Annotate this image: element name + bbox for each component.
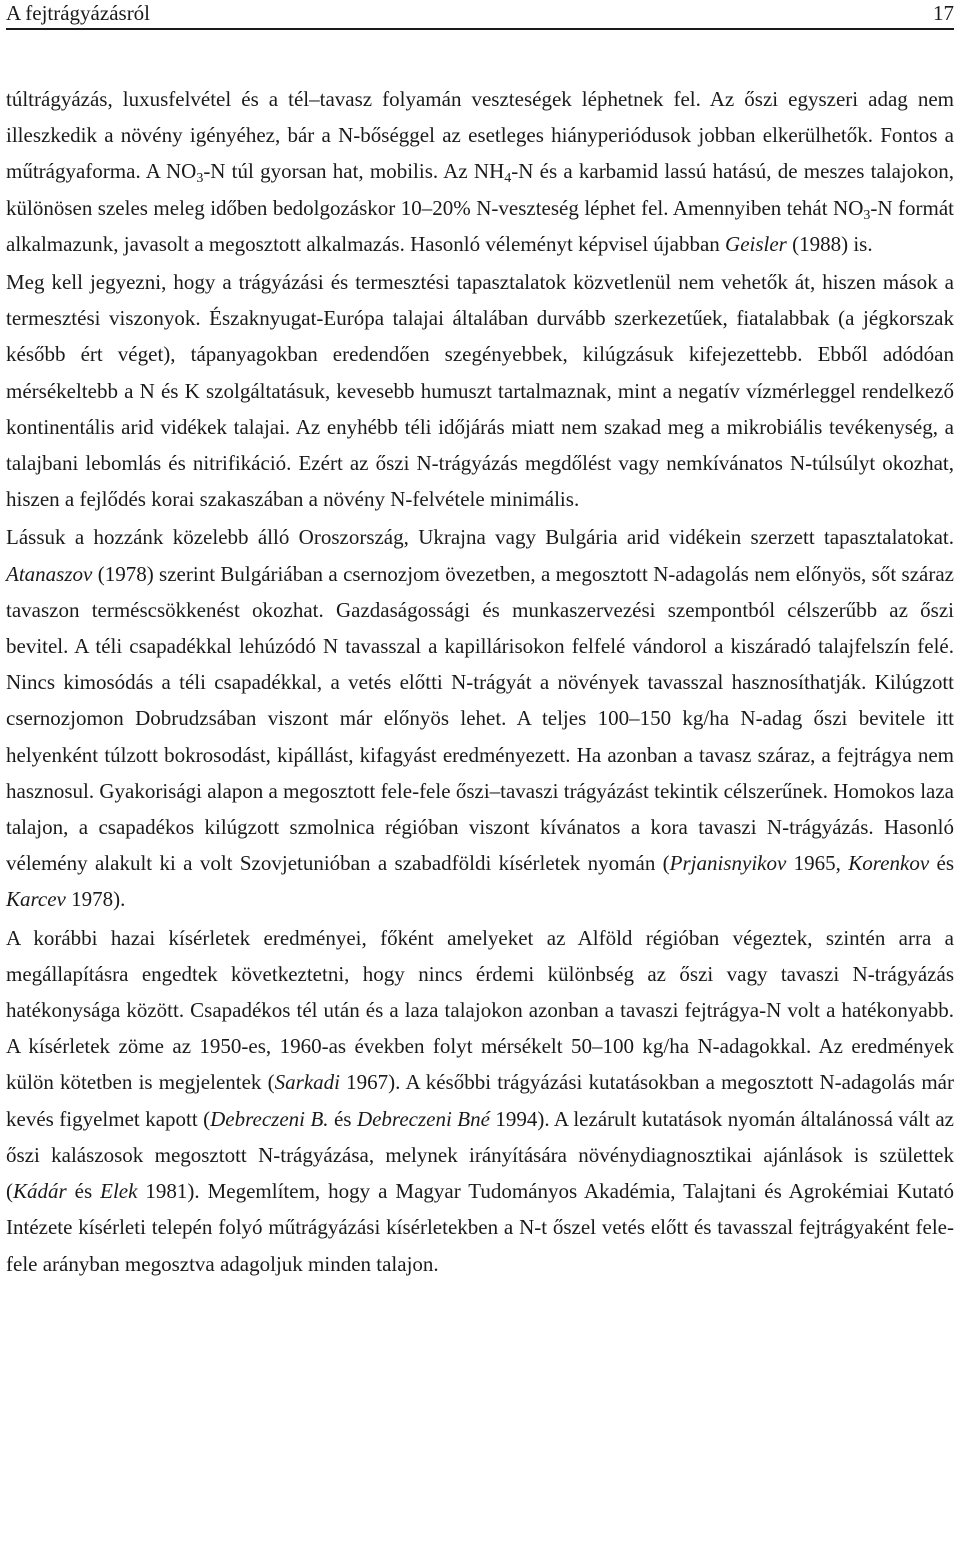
- text-run: (1988) is.: [786, 231, 873, 256]
- text-run: -N és a karbamid lassú hatású, de meszes talajokon, különösen szeles meleg időben bedolgozáskor 10–20% N-veszteség léphet fel. Amennyiben tehát NO: [6, 159, 955, 220]
- text-run: 1967). A későbbi trágyázási kutatásokban a megosztott N-adagolás már kevés figyelmet kapott (: [6, 1070, 954, 1131]
- chemical-subscript: 3: [863, 207, 871, 223]
- text-run: 1981). Megemlítem, hogy a Magyar Tudományos Akadémia, Talajtani és Agrokémiai Kutató Intézete kísérleti telepén folyó műtrágyázási kísérletekben a N-t őszel vetés előtt és tavasszal fejtrágyaként fele-fele arányban megosztva adagoljuk minden talajon.: [6, 1179, 954, 1276]
- text-run: és: [66, 1179, 101, 1204]
- author-citation: Prjanisnyikov: [669, 851, 787, 876]
- text-run: 1978).: [65, 887, 126, 912]
- author-citation: Kádár: [13, 1179, 67, 1204]
- text-run: -N formát alkalmazunk, javasolt a megosztott alkalmazás. Hasonló véleményt képvisel újabban: [6, 195, 954, 256]
- author-citation: Debreczeni B.: [210, 1106, 329, 1131]
- text-run: Meg kell jegyezni, hogy a trágyázási és termesztési tapasztalatok közvetlenül nem vehetők át, hiszen mások a termesztési viszonyok. Északnyugat-Európa talajai általában durvább szerkezetűek, fiatalabbak (a jégkorszak később ért véget), tápanyagokban eredendően szegényebbek, kilúgzásuk kifejezettebb. Ebből adódóan mérsékeltebb a N és K szolgáltatásuk, kevesebb humuszt tartalmaznak, mint a negatív vízmérleggel rendelkező kontinentális arid vidékek talajai. Az enyhébb téli időjárás miatt nem szakad meg a mikrobiális tevékenység, a talajbani lebomlás és nitrifikáció. Ezért az őszi N-trágyázás megdőlést vagy nemkívánatos N-túlsúlyt okozhat, hiszen a fejlődés korai szakaszában a növény N-felvétele minimális.: [6, 270, 954, 512]
- text-run: 1994). A lezárult kutatások nyomán általánossá vált az őszi kalászosok megosztott N-trágyázása, melynek irányítására növénydiagnosztikai ajánlások is születtek (: [6, 1106, 954, 1204]
- paragraph-3: [6, 519, 954, 917]
- text-run: (1978) szerint Bulgáriában a csernozjom övezetben, a megosztott N-adagolás nem előnyös, sőt száraz tavaszon terméscsökkenést okozhat. Gazdaságossági és munkaszervezési szempontból célszerűbb az őszi bevitel. A téli csapadékkal lehúzódó N tavasszal a kapillárisokon felfelé vándorol a kiszáradó talajfelszín felé. Nincs kimosódás a téli csapadékkal, a vetés előtti N-trágyát a növények tavasszal hasznosíthatják. Kilúgzott csernozjomon Dobrudzsában viszont már előnyös lehet. A teljes 100–150 kg/ha N-adag őszi bevitele itt helyenként túlzott bokrosodást, kipállást, kifagyást eredményezett. Ha azonban a tavasz száraz, a fejtrágya nem hasznosul. Gyakorisági alapon a megosztott fele-fele őszi–tavaszi trágyázást tekintik célszerűnek. Homokos laza talajon, a csapadékos kilúgzott szmolnica régióban viszont kívánatos a kora tavaszi N-trágyázás. Hasonló vélemény alakult ki a volt Szovjetunióban a szabadföldi kísérletek nyomán (: [6, 561, 954, 876]
- text-run: 1965,: [786, 851, 849, 876]
- paragraph-1: [6, 81, 954, 262]
- text-run: A korábbi hazai kísérletek eredményei, főként amelyeket az Alföld régióban végeztek, szintén arra a megállapításra engedtek következtetni, hogy nincs érdemi különbség az őszi vagy tavaszi N-trágyázás hatékonysága között. Csapadékos tél után és a laza talajokon azonban a tavaszi fejtrágya-N volt a hatékonyabb. A kísérletek zöme az 1950-es, 1960-as években folyt mérsékelt 50–100 kg/ha N-adagokkal. Az eredmények külön kötetben is megjelentek (: [6, 925, 954, 1095]
- text-run: és: [328, 1106, 357, 1131]
- text-run: Lássuk a hozzánk közelebb álló Oroszország, Ukrajna vagy Bulgária arid vidékein szerzett tapasztalatokat.: [6, 525, 954, 550]
- page-number: 17: [933, 1, 954, 25]
- author-citation: Karcev: [6, 887, 66, 912]
- text-run: túltrágyázás, luxusfelvétel és a tél–tavasz folyamán veszteségek léphetnek fel. Az őszi egyszeri adag nem illeszkedik a növény igényéhez, bár a N-bőséggel az esetleges hiányperiódusok jobban elkerülhetők. Fontos a műtrágyaforma. A NO: [6, 87, 954, 184]
- chemical-subscript: 3: [196, 171, 204, 187]
- author-citation: Korenkov: [848, 851, 930, 876]
- author-citation: Elek: [100, 1179, 138, 1204]
- paragraph-2: [6, 264, 954, 517]
- text-run: -N túl gyorsan hat, mobilis. Az NH: [203, 159, 505, 184]
- body-text: [6, 81, 954, 1282]
- page: [6, 0, 954, 1282]
- author-citation: Geisler: [725, 231, 787, 256]
- author-citation: Atanaszov: [6, 561, 93, 586]
- author-citation: Sarkadi: [274, 1070, 340, 1095]
- paragraph-4: [6, 920, 954, 1282]
- text-run: és: [929, 851, 955, 876]
- author-citation: Debreczeni Bné: [356, 1106, 490, 1131]
- running-header: [6, 0, 954, 30]
- running-title: A fejtrágyázásról: [6, 1, 151, 25]
- chemical-subscript: 4: [504, 171, 512, 187]
